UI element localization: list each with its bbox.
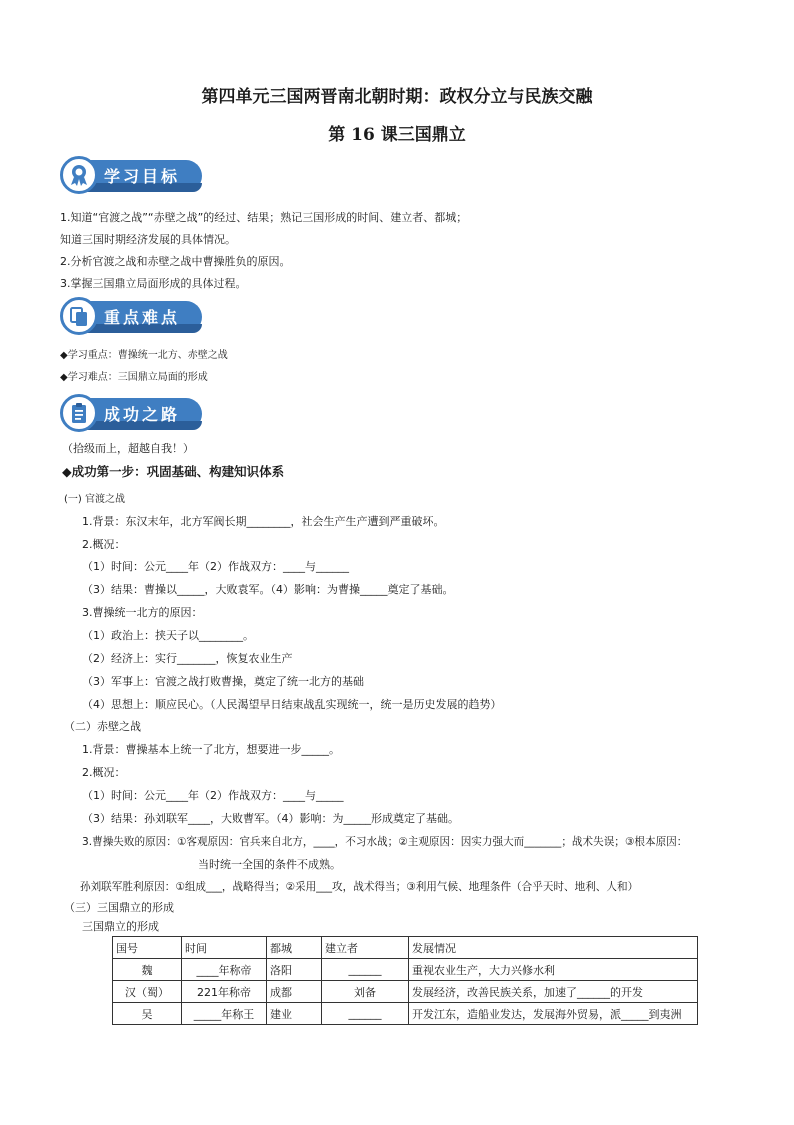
section-heading-formation: （三）三国鼎立的形成 bbox=[64, 901, 174, 914]
guandu-line: （3）结果：曹操以_____，大败袁军。（4）影响：为曹操_____奠定了基础。 bbox=[82, 583, 454, 596]
table-header-cell: 都城 bbox=[267, 937, 322, 959]
table-header-cell: 国号 bbox=[113, 937, 182, 959]
chibi-line: （1）时间：公元____年（2）作战双方：____与_____ bbox=[82, 789, 344, 802]
motto-text: （拾级而上，超越自我！） bbox=[62, 442, 194, 455]
banner-key-points bbox=[60, 297, 205, 337]
page-title: 第四单元三国两晋南北朝时期：政权分立与民族交融 bbox=[201, 87, 593, 107]
goal-line: 知道三国时期经济发展的具体情况。 bbox=[60, 233, 236, 246]
stacked-pages-icon bbox=[68, 304, 90, 328]
table-header-row bbox=[113, 937, 698, 959]
section-heading-chibi: （二）赤壁之战 bbox=[64, 720, 141, 733]
three-kingdoms-table bbox=[112, 936, 698, 1025]
table-cell: 汉（蜀） bbox=[113, 981, 182, 1003]
chibi-line: （3）结果：孙刘联军____，大败曹军。（4）影响：为_____形成奠定了基础。 bbox=[82, 812, 459, 825]
table-cell: 开发江东，造船业发达，发展海外贸易，派_____到夷洲 bbox=[409, 1003, 698, 1025]
chibi-line: 孙刘联军胜利原因：①组成___，战略得当；②采用___攻，战术得当；③利用气候、地理条件（合乎天时、地利、人和） bbox=[80, 881, 639, 893]
section-heading-guandu: (一) 官渡之战 bbox=[64, 494, 125, 505]
banner-label: 学习目标 bbox=[104, 167, 181, 186]
table-cell: 重视农业生产，大力兴修水利 bbox=[409, 959, 698, 981]
banner-success-road bbox=[60, 394, 205, 434]
guandu-line: （2）经济上：实行_______，恢复农业生产 bbox=[82, 652, 293, 665]
guandu-line: （1）时间：公元____年（2）作战双方：____与______ bbox=[82, 560, 349, 573]
banner-label: 成功之路 bbox=[104, 405, 181, 424]
lesson-title: 第 16 课三国鼎立 bbox=[328, 125, 466, 145]
table-cell: 魏 bbox=[113, 959, 182, 981]
guandu-line: 1.背景：东汉末年，北方军阀长期________，社会生产生产遭到严重破坏。 bbox=[82, 515, 445, 528]
banner-label: 重点难点 bbox=[104, 308, 181, 327]
clipboard-checklist-icon bbox=[68, 401, 90, 425]
table-header-cell: 发展情况 bbox=[409, 937, 698, 959]
guandu-line: （1）政治上：挟天子以________。 bbox=[82, 629, 254, 642]
table-row bbox=[113, 1003, 698, 1025]
table-row bbox=[113, 981, 698, 1003]
table-row bbox=[113, 959, 698, 981]
chibi-line: 1.背景：曹操基本上统一了北方，想要进一步_____。 bbox=[82, 743, 340, 756]
table-header-cell: 时间 bbox=[182, 937, 267, 959]
guandu-line: 2.概况： bbox=[82, 538, 126, 551]
ribbon-award-icon bbox=[68, 163, 90, 187]
table-cell: 221年称帝 bbox=[182, 981, 267, 1003]
goal-line: 2.分析官渡之战和赤壁之战中曹操胜负的原因。 bbox=[60, 255, 291, 268]
chibi-line: 3.曹操失败的原因：①客观原因：官兵来自北方，____，不习水战；②主观原因：因实力强大而_______；战术失误；③根本原因： bbox=[82, 836, 688, 848]
goal-line: 3.掌握三国鼎立局面形成的具体过程。 bbox=[60, 277, 247, 290]
table-cell: _____年称王 bbox=[182, 1003, 267, 1025]
step-heading: ◆成功第一步：巩固基础、构建知识体系 bbox=[62, 464, 285, 479]
table-cell: 洛阳 bbox=[267, 959, 322, 981]
table-cell: 吴 bbox=[113, 1003, 182, 1025]
table-cell: ______ bbox=[322, 959, 409, 981]
table-cell: 成都 bbox=[267, 981, 322, 1003]
table-cell: ______ bbox=[322, 1003, 409, 1025]
table-cell: 刘备 bbox=[322, 981, 409, 1003]
table-cell: ____年称帝 bbox=[182, 959, 267, 981]
table-header-cell: 建立者 bbox=[322, 937, 409, 959]
guandu-line: （3）军事上：官渡之战打败曹操，奠定了统一北方的基础 bbox=[82, 675, 364, 688]
goal-line: 1.知道“官渡之战”“赤壁之战”的经过、结果；熟记三国形成的时间、建立者、都城； bbox=[60, 211, 468, 224]
chibi-line: 2.概况： bbox=[82, 766, 126, 779]
table-caption: 三国鼎立的形成 bbox=[82, 920, 159, 933]
guandu-line: 3.曹操统一北方的原因： bbox=[82, 606, 203, 619]
chibi-line: 当时统一全国的条件不成熟。 bbox=[198, 858, 341, 871]
table-cell: 发展经济，改善民族关系，加速了______的开发 bbox=[409, 981, 698, 1003]
guandu-line: （4）思想上：顺应民心。（人民渴望早日结束战乱实现统一，统一是历史发展的趋势） bbox=[82, 698, 502, 711]
table-cell: 建业 bbox=[267, 1003, 322, 1025]
banner-learning-goals bbox=[60, 156, 205, 196]
key-point-line: ◆学习重点：曹操统一北方、赤壁之战 bbox=[60, 350, 228, 361]
key-point-line: ◆学习难点：三国鼎立局面的形成 bbox=[60, 372, 208, 383]
